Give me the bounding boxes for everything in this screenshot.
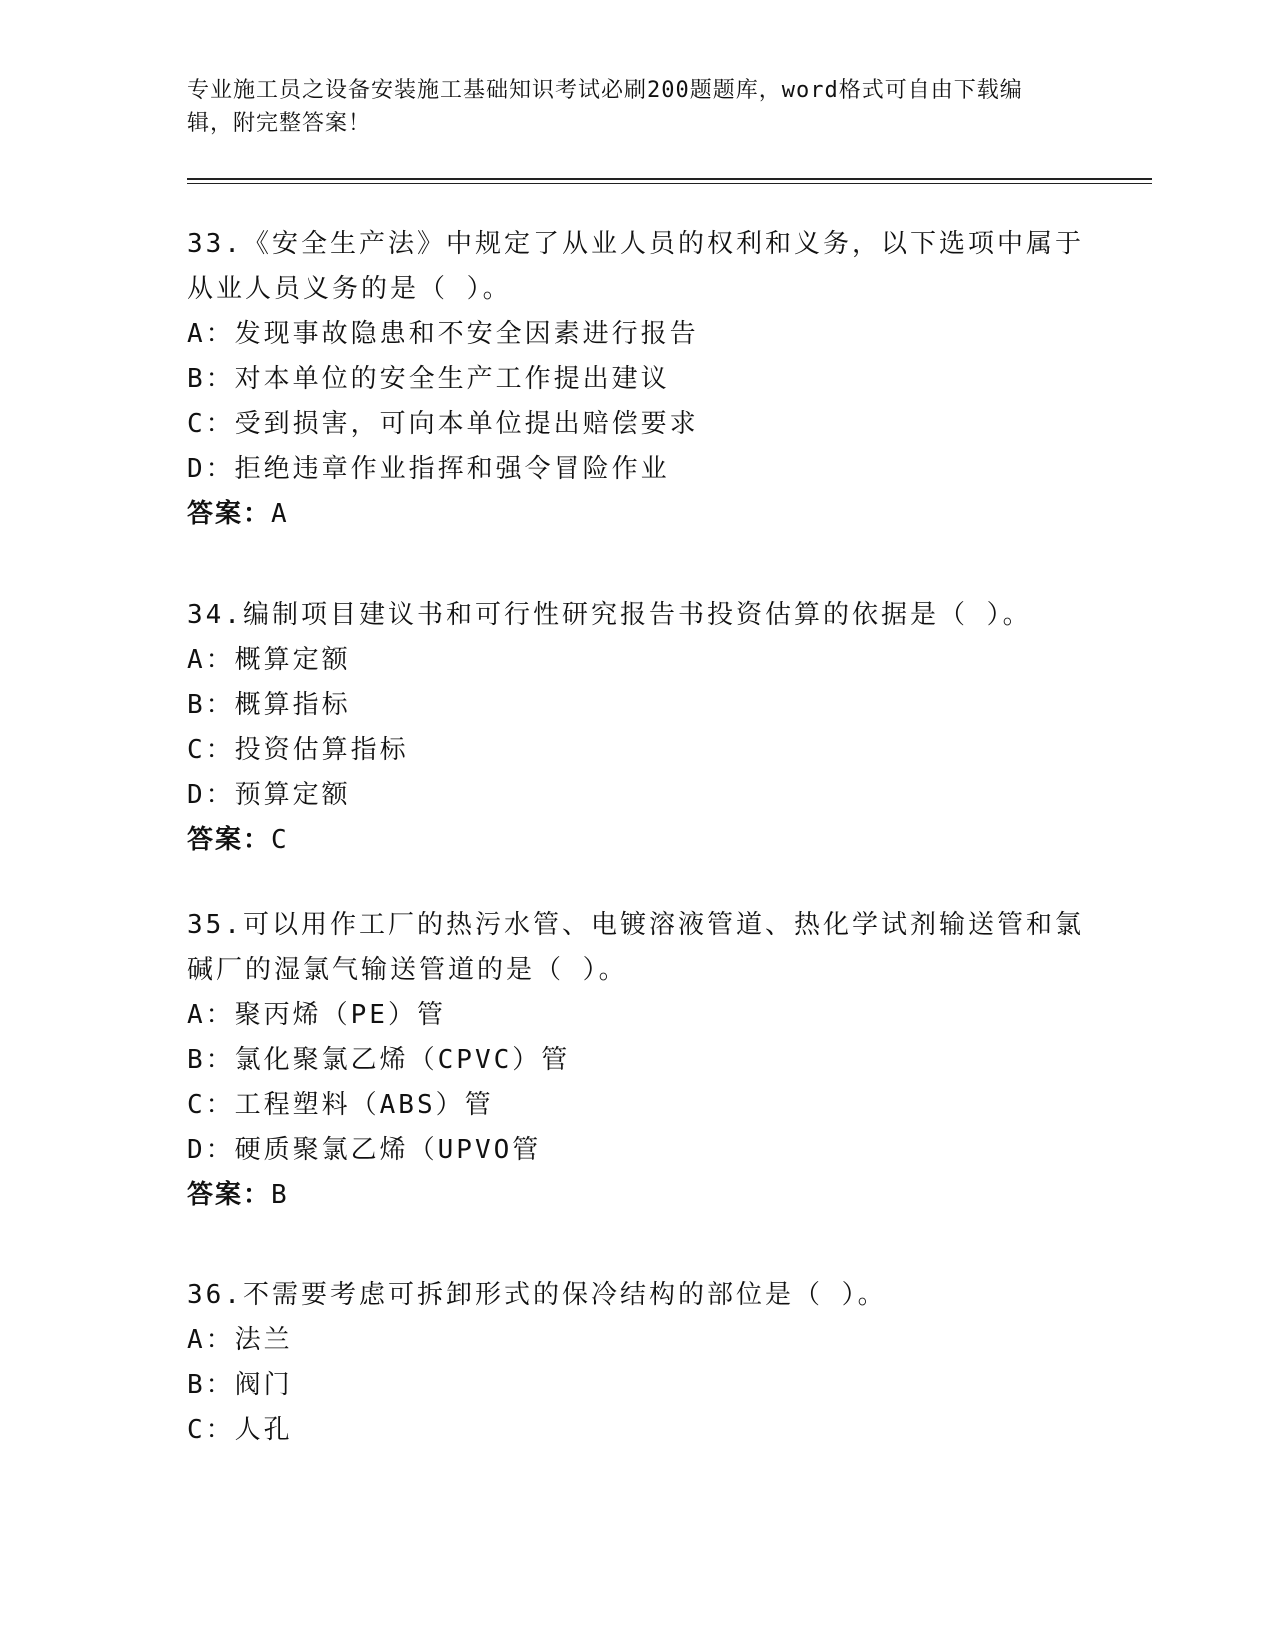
option-a: A：聚丙烯（PE）管 xyxy=(187,1000,446,1030)
option-c: C：工程塑料（ABS）管 xyxy=(187,1090,494,1120)
option-b: B：氯化聚氯乙烯（CPVC）管 xyxy=(187,1045,571,1075)
option-d: D：预算定额 xyxy=(187,780,351,810)
document-header: 专业施工员之设备安装施工基础知识考试必刷200题题库，word格式可自由下载编辑，附完整答案！ xyxy=(187,78,1023,136)
answer-value: A xyxy=(271,499,289,529)
answer-label: 答案： xyxy=(187,499,272,529)
option-d: D：硬质聚氯乙烯（UPVO管 xyxy=(187,1135,542,1165)
question-35 xyxy=(187,903,1087,1218)
answer-label: 答案： xyxy=(187,1180,272,1210)
option-c: C：人孔 xyxy=(187,1415,293,1445)
question-stem: 34.编制项目建议书和可行性研究报告书投资估算的依据是（ ）。 xyxy=(187,600,1032,630)
answer xyxy=(187,492,1087,537)
option-b: B：概算指标 xyxy=(187,690,351,720)
option-a: A：概算定额 xyxy=(187,645,351,675)
option-b: B：对本单位的安全生产工作提出建议 xyxy=(187,364,670,394)
answer xyxy=(187,818,1087,863)
option-c: C：投资估算指标 xyxy=(187,735,409,765)
question-stem: 35.可以用作工厂的热污水管、电镀溶液管道、热化学试剂输送管和氯碱厂的湿氯气输送管道的是（ ）。 xyxy=(187,910,1084,985)
answer-value: B xyxy=(271,1180,289,1210)
question-34 xyxy=(187,593,1087,863)
answer xyxy=(187,1173,1087,1218)
option-b: B：阀门 xyxy=(187,1370,293,1400)
question-stem: 36.不需要考虑可拆卸形式的保冷结构的部位是（ ）。 xyxy=(187,1280,887,1310)
header-divider xyxy=(187,178,1152,180)
option-a: A：发现事故隐患和不安全因素进行报告 xyxy=(187,319,699,349)
header-divider-thin xyxy=(187,183,1152,184)
question-stem: 33.《安全生产法》中规定了从业人员的权利和义务，以下选项中属于从业人员义务的是（ ）。 xyxy=(187,229,1084,304)
option-a: A：法兰 xyxy=(187,1325,293,1355)
answer-label: 答案： xyxy=(187,825,272,855)
answer-value: C xyxy=(271,825,289,855)
question-36 xyxy=(187,1273,1087,1453)
question-33 xyxy=(187,222,1087,537)
option-d: D：拒绝违章作业指挥和强令冒险作业 xyxy=(187,454,670,484)
option-c: C：受到损害，可向本单位提出赔偿要求 xyxy=(187,409,699,439)
